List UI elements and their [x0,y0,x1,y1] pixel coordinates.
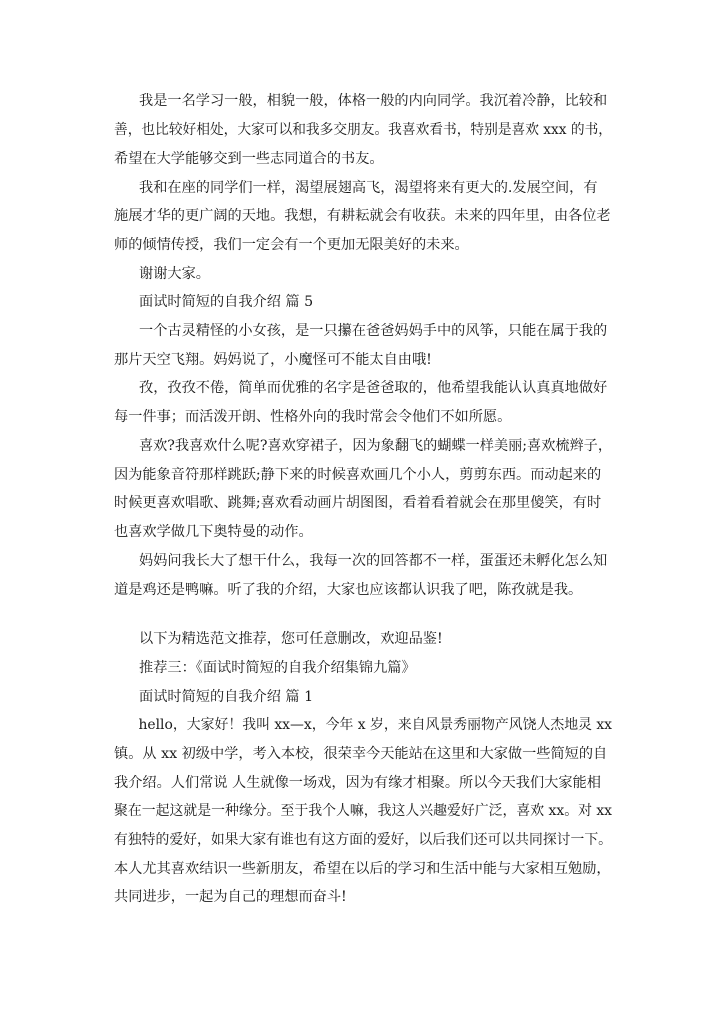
section-heading: 面试时简短的自我介绍 篇 1 [139,689,314,705]
recommendation-title: 推荐三：《面试时简短的自我介绍集锦九篇》 [139,660,416,676]
text-line: 师的倾情传授，我们一定会有一个更加无限美好的未来。 [114,237,469,253]
text-line: 道是鸡还是鸭嘛。听了我的介绍，大家也应该都认识我了吧，陈孜就是我。 [114,582,583,598]
recommendation-note: 以下为精选范文推荐，您可任意删改，欢迎品鉴! [139,631,443,647]
text-line: 有独特的爱好，如果大家有谁也有这方面的爱好，以后我们还可以共同探讨一下。 [114,832,612,848]
text-line: 也喜欢学做几下奥特曼的动作。 [114,524,313,540]
section-heading: 面试时简短的自我介绍 篇 5 [139,294,314,310]
text-line: 本人尤其喜欢结识一些新朋友，希望在以后的学习和生活中能与大家相互勉励， [114,861,611,877]
text-line: 时候更喜欢唱歌、跳舞;喜欢看动画片胡图图，看着看着就会在那里傻笑，有时 [114,495,602,511]
text-line: 善，也比较好相处，大家可以和我多交朋友。我喜欢看书，特别是喜欢 xxx 的书， [114,122,612,138]
text-line: 喜欢?我喜欢什么呢?喜欢穿裙子，因为象翻飞的蝴蝶一样美丽;喜欢梳辫子， [138,438,613,454]
text-line: 每一件事；而活泼开朗、性格外向的我时常会令他们不如所愿。 [114,409,512,425]
text-line: 妈妈问我长大了想干什么，我每一次的回答都不一样，蛋蛋还未孵化怎么知 [139,553,608,569]
text-line: 镇。从 xx 初级中学，考入本校，很荣幸今天能站在这里和大家做一些简短的自 [114,746,608,762]
text-line: 共同进步，一起为自己的理想而奋斗! [114,889,347,905]
text-line: hello，大家好！我叫 xx—x，今年 x 岁，来自风景秀丽物产风饶人杰地灵 xx [138,717,613,733]
text-line: 我和在座的同学们一样，渴望展翅高飞，渴望将来有更大的.发展空间，有 [139,180,598,196]
text-line: 施展才华的更广阔的天地。我想，有耕耘就会有收获。未来的四年里，由各位老 [114,208,611,224]
text-line: 我介绍。人们常说 人生就像一场戏，因为有缘才相聚。所以今天我们大家能相 [114,775,601,791]
text-line: 因为能象音符那样跳跃;静下来的时候喜欢画几个小人，剪剪东西。而动起来的 [114,467,602,483]
text-line: 那片天空飞翔。妈妈说了，小魔怪可不能太自由哦! [114,352,432,368]
text-line: 聚在一起这就是一种缘分。至于我个人嘛，我这人兴趣爱好广泛，喜欢 xx。对 xx [114,803,613,819]
text-line: 孜，孜孜不倦，简单而优雅的名字是爸爸取的，他希望我能认认真真地做好 [139,380,608,396]
text-line: 希望在大学能够交到一些志同道合的书友。 [114,151,384,167]
text-line: 我是一名学习一般，相貌一般，体格一般的内向同学。我沉着冷静，比较和 [139,93,608,109]
text-line: 一个古灵精怪的小女孩，是一只攥在爸爸妈妈手中的风筝，只能在属于我的 [139,323,608,339]
text-line: 谢谢大家。 [139,266,210,282]
